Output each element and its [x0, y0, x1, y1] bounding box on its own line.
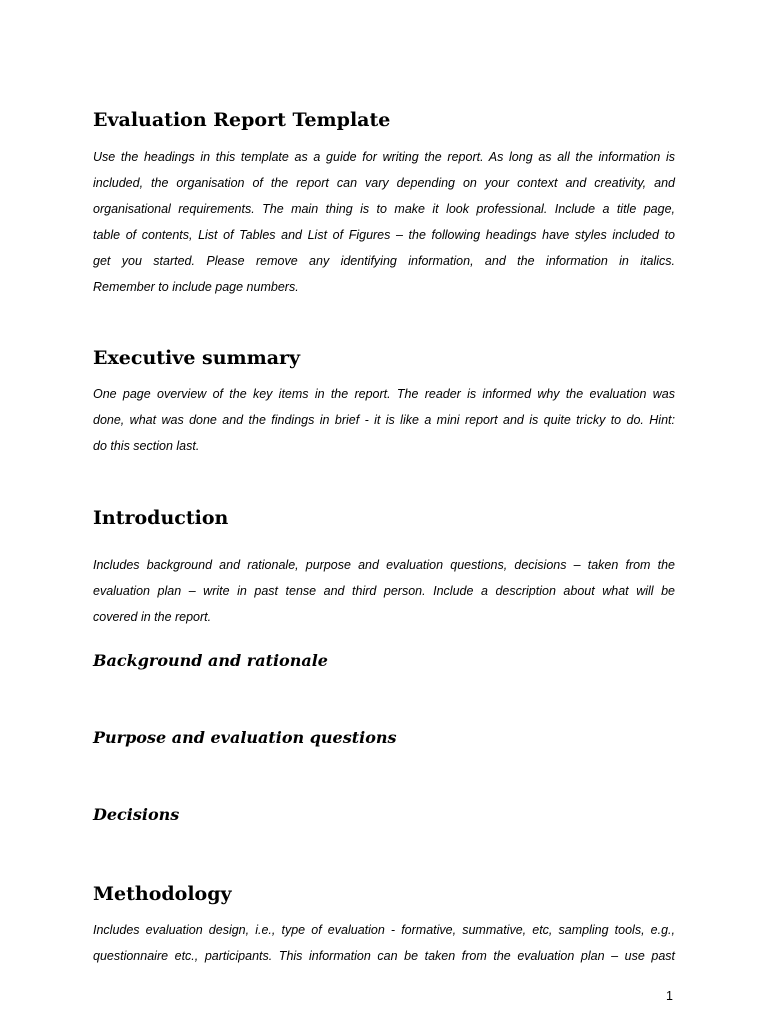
methodology-line: Includes evaluation design, i.e., type of evaluation - formative, summative, etc, sampling tools, e.g.,	[93, 923, 675, 937]
methodology-heading: Methodology	[93, 883, 232, 905]
intro-line: organisational requirements. The main thing is to make it look professional. Include a title page,	[93, 202, 675, 216]
introduction-line: Includes background and rationale, purpose and evaluation questions, decisions – taken from the	[93, 558, 675, 572]
executive-summary-paragraph	[93, 381, 675, 459]
executive-summary-line: done, what was done and the findings in brief - it is like a mini report and is quite tricky to do. Hint:	[93, 413, 675, 427]
page-number: 1	[666, 989, 673, 1003]
document-title: Evaluation Report Template	[93, 109, 391, 131]
intro-line: get you started. Please remove any identifying information, and the information in italics.	[93, 254, 675, 268]
intro-paragraph	[93, 144, 675, 300]
executive-summary-line: do this section last.	[93, 439, 200, 453]
methodology-paragraph	[93, 917, 675, 969]
intro-line: included, the organisation of the report can vary depending on your context and creativity, and	[93, 176, 675, 190]
executive-summary-line: One page overview of the key items in the report. The reader is informed why the evaluation was	[93, 387, 675, 401]
background-rationale-heading: Background and rationale	[93, 651, 328, 670]
introduction-line: evaluation plan – write in past tense and third person. Include a description about what will be	[93, 584, 675, 598]
methodology-line: questionnaire etc., participants. This information can be taken from the evaluation plan – use past	[93, 949, 675, 963]
intro-line: Use the headings in this template as a guide for writing the report. As long as all the information is	[93, 150, 675, 164]
introduction-heading: Introduction	[93, 507, 229, 529]
decisions-heading: Decisions	[93, 805, 180, 824]
purpose-evaluation-questions-heading: Purpose and evaluation questions	[93, 728, 397, 747]
executive-summary-heading: Executive summary	[93, 347, 301, 369]
introduction-line: covered in the report.	[93, 610, 212, 624]
intro-line: Remember to include page numbers.	[93, 280, 299, 294]
introduction-paragraph	[93, 552, 675, 630]
intro-line: table of contents, List of Tables and List of Figures – the following headings have styles included to	[93, 228, 675, 242]
